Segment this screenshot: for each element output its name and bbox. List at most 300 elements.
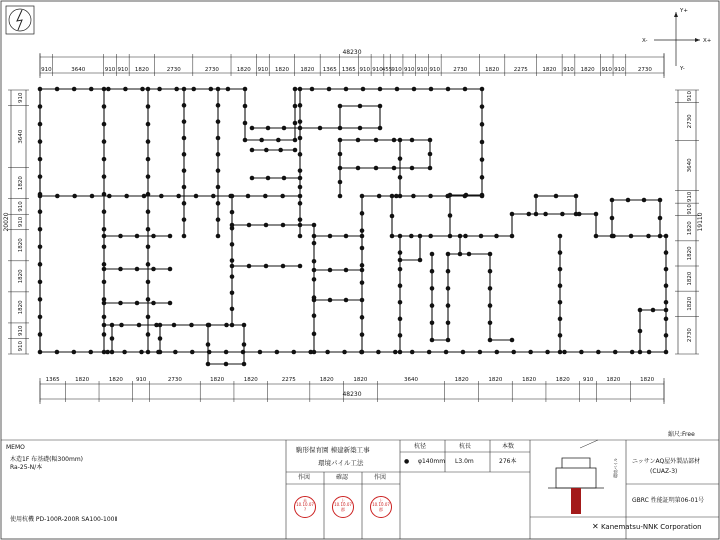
pile-marker	[55, 87, 60, 92]
pile-marker	[480, 194, 485, 199]
pile-marker	[159, 194, 164, 199]
pile-marker	[360, 228, 365, 233]
pile-marker	[298, 168, 303, 173]
pile-marker	[312, 234, 317, 239]
pile-marker	[626, 198, 631, 203]
pile-marker	[216, 87, 221, 92]
company-logo	[592, 522, 702, 531]
top-dim-label: 2730	[453, 67, 468, 73]
bottom-dim-label: 1820	[640, 377, 655, 383]
top-dim-label: 910	[359, 67, 370, 73]
pile-marker	[360, 315, 365, 320]
pile-marker	[38, 280, 43, 285]
pile-marker	[140, 87, 145, 92]
pile-marker	[394, 194, 399, 199]
top-dim-label: 910	[416, 67, 428, 73]
north-arrow-icon	[6, 6, 34, 34]
bottom-dim-label: 1820	[555, 377, 570, 383]
pile-marker	[444, 350, 449, 355]
top-dim-label: 1365	[322, 67, 337, 73]
pile-marker	[158, 336, 163, 341]
pile-marker	[206, 323, 211, 328]
pile-marker	[558, 350, 563, 355]
right-dim-label: 910	[687, 91, 693, 102]
pile-marker	[241, 350, 246, 355]
pile-marker	[190, 350, 195, 355]
product-name: ニッサンAQ屋外製品部材	[632, 458, 701, 465]
approval-stamp: 上 10.10.07 郡	[332, 496, 354, 518]
pile-marker	[338, 152, 343, 157]
pile-marker	[390, 194, 395, 199]
pile-marker	[610, 234, 615, 239]
pile-marker	[247, 223, 252, 228]
pile-marker	[216, 119, 221, 124]
right-dim-label: 2730	[687, 114, 693, 129]
pile-marker	[412, 87, 417, 92]
right-dim-label: 910	[687, 204, 693, 215]
pile-marker	[327, 87, 332, 92]
pile-marker	[135, 301, 140, 306]
pile-marker	[428, 166, 433, 171]
pile-marker	[230, 194, 235, 199]
pile-marker	[293, 121, 298, 126]
company-mark-icon: ✕	[592, 522, 599, 531]
pile-marker	[428, 234, 433, 239]
pile-marker	[344, 87, 349, 92]
role-checked: 確認	[336, 474, 349, 481]
pile-marker	[118, 234, 123, 239]
pile-marker	[446, 252, 451, 257]
pile-marker	[102, 332, 107, 337]
pile-marker	[102, 139, 107, 144]
pile-marker	[182, 136, 187, 141]
pile-marker	[658, 198, 663, 203]
pile-marker	[410, 138, 415, 143]
pile-marker	[146, 139, 151, 144]
pile-marker	[528, 350, 533, 355]
pile-marker	[488, 303, 493, 308]
pile-marker	[216, 136, 221, 141]
bottom-total-dim: 48230	[342, 391, 362, 398]
product-code: (CUAZ-3)	[650, 468, 678, 475]
pile-marker	[664, 317, 669, 322]
pile-marker	[102, 280, 107, 285]
pile-marker	[312, 259, 317, 264]
pile-marker	[463, 194, 468, 199]
detail-caption: 環境パイル	[613, 458, 618, 478]
pile-marker	[135, 267, 140, 272]
pile-marker	[110, 336, 115, 341]
bottom-dim-label: 1820	[522, 377, 537, 383]
bottom-dim-label: 1365	[45, 377, 60, 383]
left-dim-label: 910	[18, 340, 24, 352]
pile-marker	[328, 268, 333, 273]
left-dim-label: 1820	[18, 300, 24, 315]
right-dimension-labels	[687, 91, 693, 343]
pile-marker	[448, 213, 453, 218]
top-dim-label: 910	[614, 67, 625, 73]
pile-marker	[534, 194, 539, 199]
pile-marker	[360, 268, 365, 273]
pile-marker	[360, 350, 365, 355]
pile-marker	[458, 234, 463, 239]
pile-marker	[158, 323, 163, 328]
pile-marker	[480, 122, 485, 127]
pile-marker	[182, 217, 187, 222]
pile-marker	[119, 323, 124, 328]
pile-marker	[182, 185, 187, 190]
pile-marker	[264, 148, 269, 153]
pile-marker	[638, 308, 643, 313]
bottom-dim-label: 1820	[454, 377, 469, 383]
pile-marker	[38, 209, 43, 214]
pile-marker	[102, 234, 107, 239]
pile-marker	[102, 174, 107, 179]
pile-marker	[647, 350, 652, 355]
pile-marker	[410, 350, 415, 355]
bottom-dim-label: 1820	[210, 377, 225, 383]
role-drawn-2: 作図	[374, 474, 387, 481]
pile-marker	[360, 246, 365, 251]
pile-marker	[226, 87, 231, 92]
pile-marker	[259, 138, 264, 143]
pile-marker	[146, 350, 151, 355]
memo-line1: 木造1F 布基礎(幅300mm)	[10, 456, 83, 463]
pile-marker	[146, 245, 151, 250]
pile-marker	[527, 212, 532, 217]
pile-marker	[146, 174, 151, 179]
top-dimension-lines	[40, 53, 664, 78]
pile-marker	[510, 212, 515, 217]
pile-marker	[480, 175, 485, 180]
pile-marker	[428, 138, 433, 143]
pile-marker	[72, 194, 77, 199]
right-dim-label: 910	[687, 191, 693, 203]
pile-marker	[664, 308, 669, 313]
pile-marker	[90, 194, 95, 199]
pile-marker	[427, 350, 432, 355]
pile-marker	[398, 267, 403, 272]
pile-marker	[281, 223, 286, 228]
pile-marker	[646, 234, 651, 239]
pile-marker	[430, 286, 435, 291]
left-dim-label: 1820	[18, 238, 24, 253]
pile-marker	[102, 301, 107, 306]
pile-marker	[142, 194, 147, 199]
pile-marker	[360, 263, 365, 268]
pile-marker	[342, 350, 347, 355]
left-dim-label: 910	[18, 216, 24, 228]
pile-marker	[206, 342, 211, 347]
pile-marker	[110, 323, 115, 328]
pile-marker	[480, 104, 485, 109]
spec-diameter: φ140mm	[418, 458, 446, 465]
pile-marker	[146, 122, 151, 127]
left-dim-label: 910	[18, 201, 24, 212]
pile-marker	[275, 350, 280, 355]
pile-marker	[298, 176, 303, 181]
pile-marker	[293, 148, 298, 153]
pile-marker	[173, 350, 178, 355]
pile-marker	[338, 194, 343, 199]
pile-marker	[230, 323, 235, 328]
right-total-dim: 19110	[697, 212, 704, 232]
pile-marker	[558, 300, 563, 305]
pile-marker	[88, 350, 93, 355]
pile-marker	[328, 234, 333, 239]
pile-marker	[146, 280, 151, 285]
pile-marker	[38, 157, 43, 162]
pile-marker	[55, 350, 60, 355]
pile-marker	[534, 212, 539, 217]
pile-marker	[293, 104, 298, 109]
pile-marker	[102, 350, 107, 355]
pile-marker	[392, 138, 397, 143]
pile-marker	[146, 262, 151, 267]
pile-marker	[216, 234, 221, 239]
pile-marker	[168, 234, 173, 239]
pile-marker	[176, 194, 181, 199]
pile-marker	[118, 301, 123, 306]
pile-marker	[242, 323, 247, 328]
pile-marker	[298, 185, 303, 190]
pile-marker	[594, 234, 599, 239]
pile-marker	[293, 138, 298, 143]
pile-marker	[211, 194, 216, 199]
memo-title: MEMO	[6, 444, 25, 451]
pile-marker	[378, 104, 383, 109]
pile-marker	[554, 194, 559, 199]
pile-marker	[146, 227, 151, 232]
scale-note: 縮尺:Free	[668, 431, 695, 438]
bottom-dim-label: 1820	[606, 377, 621, 383]
pile-marker	[246, 194, 251, 199]
right-dim-label: 1820	[687, 221, 693, 236]
pile-marker	[664, 234, 669, 239]
pile-marker	[310, 87, 315, 92]
pile-marker	[411, 194, 416, 199]
top-dim-label: 1820	[485, 67, 500, 73]
top-dim-label: 910	[563, 67, 574, 73]
top-dim-label: 2730	[637, 67, 652, 73]
pile-marker	[338, 126, 343, 131]
pile-marker	[480, 87, 485, 92]
pile-marker	[430, 303, 435, 308]
top-dim-label: 2730	[204, 67, 219, 73]
pile-marker	[207, 350, 212, 355]
pile-marker	[250, 148, 255, 153]
pile-marker	[664, 333, 669, 338]
pile-marker	[102, 104, 107, 109]
pile-marker	[446, 87, 451, 92]
top-dim-label: 910	[404, 67, 415, 73]
pile-marker	[168, 267, 173, 272]
right-dim-label: 1820	[687, 296, 693, 311]
pile-marker	[664, 267, 669, 272]
pile-marker	[146, 332, 151, 337]
pile-marker	[298, 194, 303, 199]
pile-marker	[445, 194, 450, 199]
pile-marker	[463, 234, 468, 239]
pile-marker	[298, 152, 303, 157]
pile-marker	[137, 323, 142, 328]
pile-marker	[479, 234, 484, 239]
pile-marker	[230, 290, 235, 295]
pile-marker	[360, 280, 365, 285]
pile-marker	[495, 350, 500, 355]
pile-marker	[189, 323, 194, 328]
spec-count: 276本	[499, 458, 517, 465]
pile-marker	[374, 138, 379, 143]
pile-marker	[242, 342, 247, 347]
top-dim-label: 1365	[341, 67, 356, 73]
pile-marker	[102, 245, 107, 250]
pile-marker	[510, 338, 515, 343]
pile-marker	[360, 332, 365, 337]
pile-marker	[243, 138, 248, 143]
pile-marker	[430, 321, 435, 326]
pile-marker	[89, 87, 94, 92]
pile-marker	[123, 87, 128, 92]
top-dim-label: 910	[257, 67, 269, 73]
pile-marker	[543, 212, 548, 217]
pile-marker	[558, 250, 563, 255]
left-dim-label: 910	[18, 325, 24, 336]
pile-marker	[224, 323, 229, 328]
pile-marker	[344, 268, 349, 273]
pile-marker	[38, 194, 43, 199]
role-drawn: 作図	[298, 474, 311, 481]
pile-marker	[216, 217, 221, 222]
pile-marker	[278, 148, 283, 153]
pile-marker	[312, 332, 317, 337]
pile-marker	[38, 104, 43, 109]
spec-header-count: 本数	[502, 443, 515, 450]
pile-marker	[398, 138, 403, 143]
pile-marker	[360, 211, 365, 216]
pile-marker	[106, 87, 111, 92]
spec-header-diameter: 杭径	[414, 443, 427, 450]
pile-marker	[209, 87, 214, 92]
pile-marker	[344, 298, 349, 303]
pile-marker	[38, 297, 43, 302]
pile-marker	[358, 104, 363, 109]
memo-line2: Ra-25-N/本	[10, 464, 43, 471]
pile-marker	[182, 152, 187, 157]
pile-marker	[102, 227, 107, 232]
pile-marker	[298, 87, 303, 92]
pile-marker	[393, 350, 398, 355]
pile-marker	[428, 194, 433, 199]
pile-marker	[488, 338, 493, 343]
pile-marker	[398, 175, 403, 180]
pile-marker	[398, 250, 403, 255]
pile-marker	[243, 104, 248, 109]
spec-header-length: 杭長	[459, 443, 472, 450]
pile-marker	[418, 234, 423, 239]
pile-marker	[291, 350, 296, 355]
project-name: 駒形保育園 棟建新築工事	[296, 446, 370, 454]
pile-marker	[488, 252, 493, 257]
pile-marker	[629, 234, 634, 239]
pile-marker	[146, 297, 151, 302]
pile-marker	[298, 119, 303, 124]
pile-marker	[338, 166, 343, 171]
pile-marker	[574, 194, 579, 199]
top-dim-label: 1820	[274, 67, 289, 73]
top-dim-label: 1820	[300, 67, 315, 73]
pile-marker	[430, 252, 435, 257]
pile-marker	[390, 214, 395, 219]
pile-marker	[374, 166, 379, 171]
pile-marker	[102, 122, 107, 127]
pile-marker	[151, 267, 156, 272]
pile-marker	[282, 176, 287, 181]
pile-marker	[230, 307, 235, 312]
right-dim-label: 1820	[687, 246, 693, 261]
pile-marker	[398, 300, 403, 305]
pile-marker	[174, 87, 179, 92]
top-dim-label: 1820	[542, 67, 557, 73]
pile-marker	[146, 104, 151, 109]
pile-marker	[298, 223, 303, 228]
pile-marker	[298, 234, 303, 239]
pile-marker	[107, 194, 112, 199]
pile-marker	[242, 362, 247, 367]
pile-marker	[312, 223, 317, 228]
pile-marker	[38, 332, 43, 337]
pile-marker	[157, 87, 162, 92]
pile-marker	[293, 87, 298, 92]
pile-marker	[264, 223, 269, 228]
top-dim-label: 910	[601, 67, 612, 73]
bottom-dim-label: 1820	[488, 377, 503, 383]
pile-marker	[38, 227, 43, 232]
product-approval: GBRC 性能証明第06-01号	[632, 497, 705, 504]
pile-marker	[458, 252, 463, 257]
pile-marker	[378, 126, 383, 131]
pile-marker	[224, 350, 229, 355]
pile-marker	[356, 138, 361, 143]
top-dim-label: 910	[117, 67, 129, 73]
pile-marker	[664, 350, 669, 355]
pile-marker	[280, 194, 285, 199]
pile-marker	[276, 138, 281, 143]
pile-marker	[102, 157, 107, 162]
pile-marker	[266, 176, 271, 181]
pile-detail-drawing	[548, 440, 604, 514]
right-dim-label: 1820	[687, 271, 693, 286]
pile-marker	[243, 87, 248, 92]
left-dim-label: 1820	[18, 269, 24, 284]
pile-marker	[146, 87, 151, 92]
pile-marker	[446, 303, 451, 308]
pile-marker	[102, 87, 107, 92]
pile-marker	[55, 194, 60, 199]
pile-marker	[429, 87, 434, 92]
pile-marker	[312, 268, 317, 273]
pile-marker	[344, 234, 349, 239]
top-dim-label: 910	[372, 67, 383, 73]
bottom-dim-label: 1820	[108, 377, 123, 383]
pile-marker	[610, 198, 615, 203]
compass-icon	[654, 12, 700, 66]
approval-stamp: 上 10.10.07 郡	[370, 496, 392, 518]
pile-marker	[312, 313, 317, 318]
pile-marker	[409, 234, 414, 239]
pile-marker	[638, 329, 643, 334]
pile-marker	[168, 301, 173, 306]
